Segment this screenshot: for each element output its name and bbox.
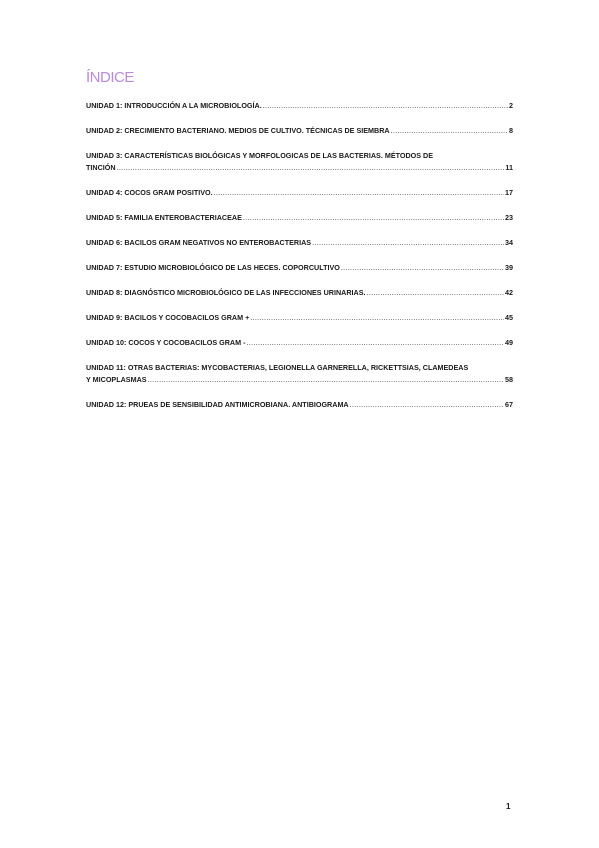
toc-entry-unit-3[interactable]: [86, 150, 513, 174]
toc-entry-label-line1: [86, 150, 513, 162]
toc-entry-page: 42: [505, 288, 513, 297]
toc-entry-label: UNIDAD 8: DIAGNÓSTICO MICROBIOLÓGICO DE LAS INFECCIONES URINARIAS.: [86, 288, 366, 297]
dot-leader: [391, 125, 508, 137]
toc-entry-label: UNIDAD 1: INTRODUCCIÓN A LA MICROBIOLOGÍA.: [86, 101, 262, 110]
dot-leader: [367, 287, 504, 299]
toc-entry-label: UNIDAD 5: FAMILIA ENTEROBACTERIACEAE: [86, 213, 242, 222]
toc-entry-unit-5[interactable]: [86, 212, 513, 224]
toc-entry-label: UNIDAD 10: COCOS Y COCOBACILOS GRAM -: [86, 338, 246, 347]
toc-entry-page: 17: [505, 188, 513, 197]
page-number: 1: [506, 802, 511, 811]
toc-entry-label: UNIDAD 11: OTRAS BACTERIAS: MYCOBACTERIAS, LEGIONELLA GARNERELLA, RICKETTSIAS, CLAMEDEAS: [86, 363, 469, 372]
dot-leader: [148, 374, 504, 386]
toc-entry-unit-4[interactable]: [86, 187, 513, 199]
toc-entry-unit-12[interactable]: [86, 399, 513, 411]
toc-entry-page: 34: [505, 238, 513, 247]
toc-entry-label: UNIDAD 3: CARACTERÍSTICAS BIOLÓGICAS Y MORFOLOGICAS DE LAS BACTERIAS. MÉTODOS DE: [86, 151, 434, 160]
toc-title: ÍNDICE: [86, 69, 134, 86]
toc-entry-page: 39: [505, 263, 513, 272]
toc-entry-label: UNIDAD 7: ESTUDIO MICROBIOLÓGICO DE LAS HECES. COPORCULTIVO: [86, 263, 340, 272]
dot-leader: [243, 212, 504, 224]
toc-entry-page: 2: [509, 101, 513, 110]
toc-entry-label: UNIDAD 4: COCOS GRAM POSITIVO.: [86, 188, 213, 197]
toc-entry-unit-7[interactable]: [86, 262, 513, 274]
toc-entry-page: 45: [505, 313, 513, 322]
toc-entry-page: 8: [509, 126, 513, 135]
toc-entry-label: UNIDAD 6: BACILOS GRAM NEGATIVOS NO ENTEROBACTERIAS: [86, 238, 312, 247]
dot-leader: [117, 162, 505, 174]
toc-entry-unit-1[interactable]: [86, 100, 513, 112]
toc-entry-unit-10[interactable]: [86, 337, 513, 349]
toc-entry-unit-11[interactable]: [86, 362, 513, 386]
toc-entry-unit-9[interactable]: [86, 312, 513, 324]
dot-leader: [246, 337, 504, 349]
dot-leader: [250, 312, 504, 324]
toc-entry-label: UNIDAD 2: CRECIMIENTO BACTERIANO. MEDIOS DE CULTIVO. TÉCNICAS DE SIEMBRA: [86, 126, 390, 135]
toc-entry-page: 49: [505, 338, 513, 347]
dot-leader: [350, 399, 504, 411]
dot-leader: [263, 100, 508, 112]
dot-leader: [341, 262, 504, 274]
toc-entry-unit-2[interactable]: [86, 125, 513, 137]
toc-entry-page: 67: [505, 400, 513, 409]
toc-entry-label-line2: Y MICOPLASMAS: [86, 375, 147, 384]
toc-entry-unit-6[interactable]: [86, 237, 513, 249]
toc-entry-label-line1: [86, 362, 513, 374]
toc-entry-page: 58: [505, 375, 513, 384]
toc-entry-unit-8[interactable]: [86, 287, 513, 299]
toc-entry-label: UNIDAD 12: PRUEAS DE SENSIBILIDAD ANTIMICROBIANA. ANTIBIOGRAMA: [86, 400, 349, 409]
table-of-contents: [86, 100, 513, 411]
toc-entry-label: UNIDAD 9: BACILOS Y COCOBACILOS GRAM +: [86, 313, 250, 322]
toc-entry-label-line2: TINCIÓN: [86, 163, 116, 172]
dot-leader: [312, 237, 504, 249]
toc-entry-page: 23: [505, 213, 513, 222]
dot-leader: [214, 187, 504, 199]
toc-entry-page: 11: [505, 163, 513, 172]
